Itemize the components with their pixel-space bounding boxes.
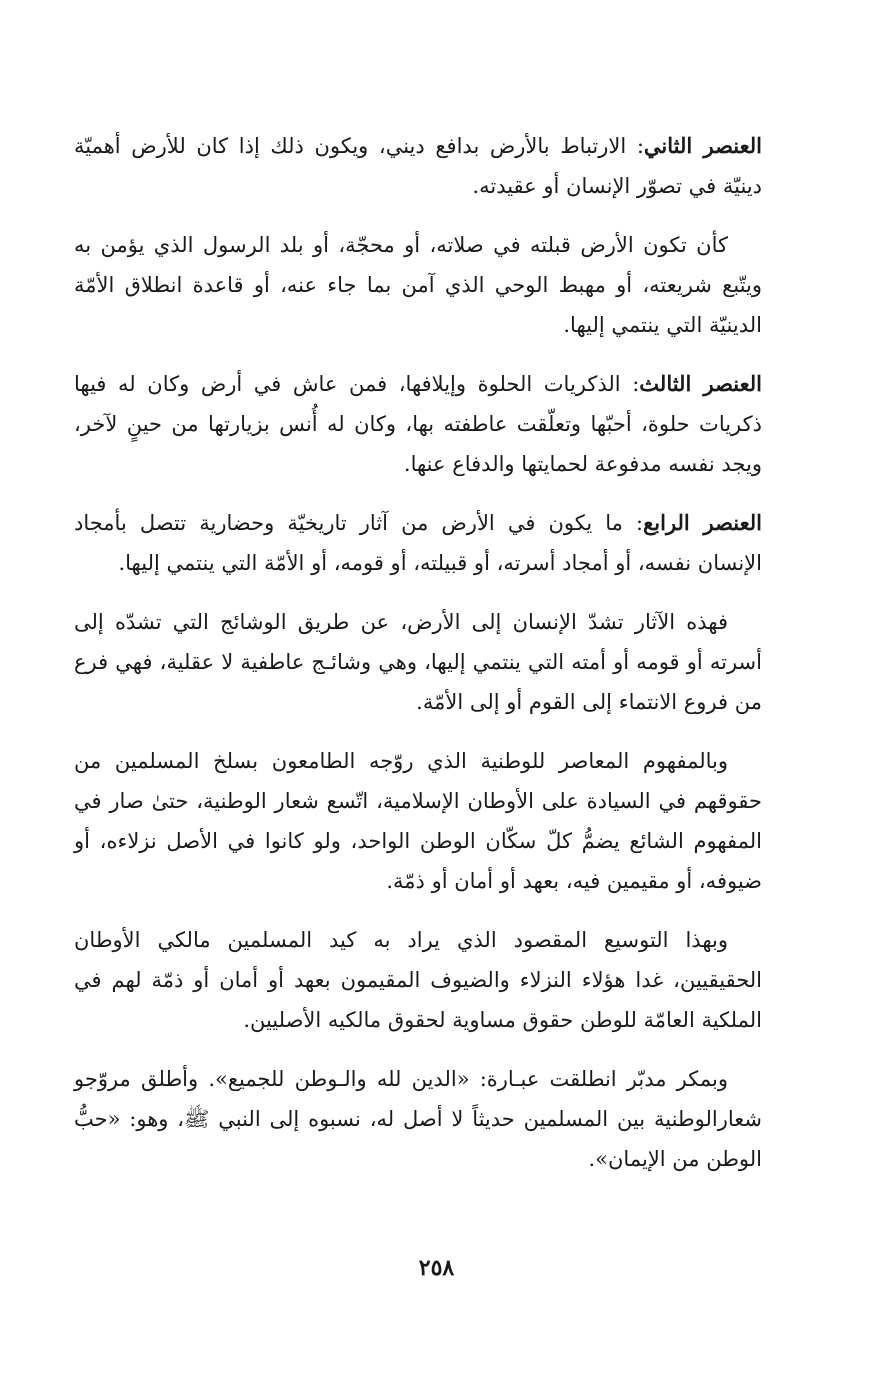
paragraph-text: : الذكريات الحلوة وإيلافها، فمن عاش في أرض وكان له فيها ذكريات حلوة، أحبّها وتعلّقت عاطفته بها، وكان له أُنس بزيارتها من حينٍ لآخر، ويجد نفسه مدفوعة لحمايتها والدفاع عنها. xyxy=(74,372,762,476)
paragraph-text: كأن تكون الأرض قبلته في صلاته، أو محجّة، أو بلد الرسول الذي يؤمن به ويتّبع شريعته، أو مهبط الوحي الذي آمن بما جاء عنه، أو قاعدة انطلاق الأمّة الدينيّة التي ينتمي إليها. xyxy=(74,233,762,337)
paragraph-expansion xyxy=(74,920,762,1040)
heading-term: العنصر الرابع xyxy=(643,510,762,535)
paragraph-text: وبمكر مدبّر انطلقت عبـارة: «الدين لله والـوطن للجميع». وأطلق مروّجو شعارالوطنية بين المسلمين حديثاً لا أصل له، نسبوه إلى النبي ﷺ، وهو: «حبُّ الوطن من الإيمان». xyxy=(74,1067,762,1171)
page-number: ٢٥٨ xyxy=(418,1255,455,1281)
paragraph-text: فهذه الآثار تشدّ الإنسان إلى الأرض، عن طريق الوشائج التي تشدّه إلى أسرته أو قومه أو أمته التي ينتمي إليها، وهي وشائـج عاطفية لا عقلية، فهي فرع من فروع الانتماء إلى القوم أو إلى الأمّة. xyxy=(74,610,762,714)
paragraph-text: وبالمفهوم المعاصر للوطنية الذي روّجه الطامعون بسلخ المسلمين من حقوقهم في السيادة على الأوطان الإسلامية، اتّسع شعار الوطنية، حتىٰ صار في المفهوم الشائع يضمُّ كلّ سكّان الوطن الواحد، ولو كانوا في الأصل نزلاءه، أو ضيوفه، أو مقيمين فيه، بعهد أو أمان أو ذمّة. xyxy=(74,749,762,893)
paragraph-heritage-ties xyxy=(74,602,762,722)
page-body xyxy=(74,126,762,1198)
heading-term: العنصر الثاني xyxy=(643,133,762,158)
paragraph-element-two xyxy=(74,126,762,206)
paragraph-element-four xyxy=(74,503,762,583)
paragraph-text: : الارتباط بالأرض بدافع ديني، ويكون ذلك إذا كان للأرض أهميّة دينيّة في تصوّر الإنسان أو عقيدته. xyxy=(74,134,762,198)
paragraph-text: وبهذا التوسيع المقصود الذي يراد به كيد المسلمين مالكي الأوطان الحقيقيين، غدا هؤلاء النزلاء والضيوف المقيمون بعهد أو أمان أو ذمّة لهم في الملكية العامّة للوطن حقوق مساوية لحقوق مالكيه الأصليين. xyxy=(74,928,762,1032)
paragraph-slogan xyxy=(74,1059,762,1179)
paragraph-text: : ما يكون في الأرض من آثار تاريخيّة وحضارية تتصل بأمجاد الإنسان نفسه، أو أمجاد أسرته، أو قبيلته، أو قومه، أو الأمّة التي ينتمي إليها. xyxy=(74,511,762,575)
heading-term: العنصر الثالث xyxy=(639,371,762,396)
paragraph-religious-examples xyxy=(74,225,762,345)
paragraph-modern-concept xyxy=(74,741,762,901)
paragraph-element-three xyxy=(74,364,762,484)
